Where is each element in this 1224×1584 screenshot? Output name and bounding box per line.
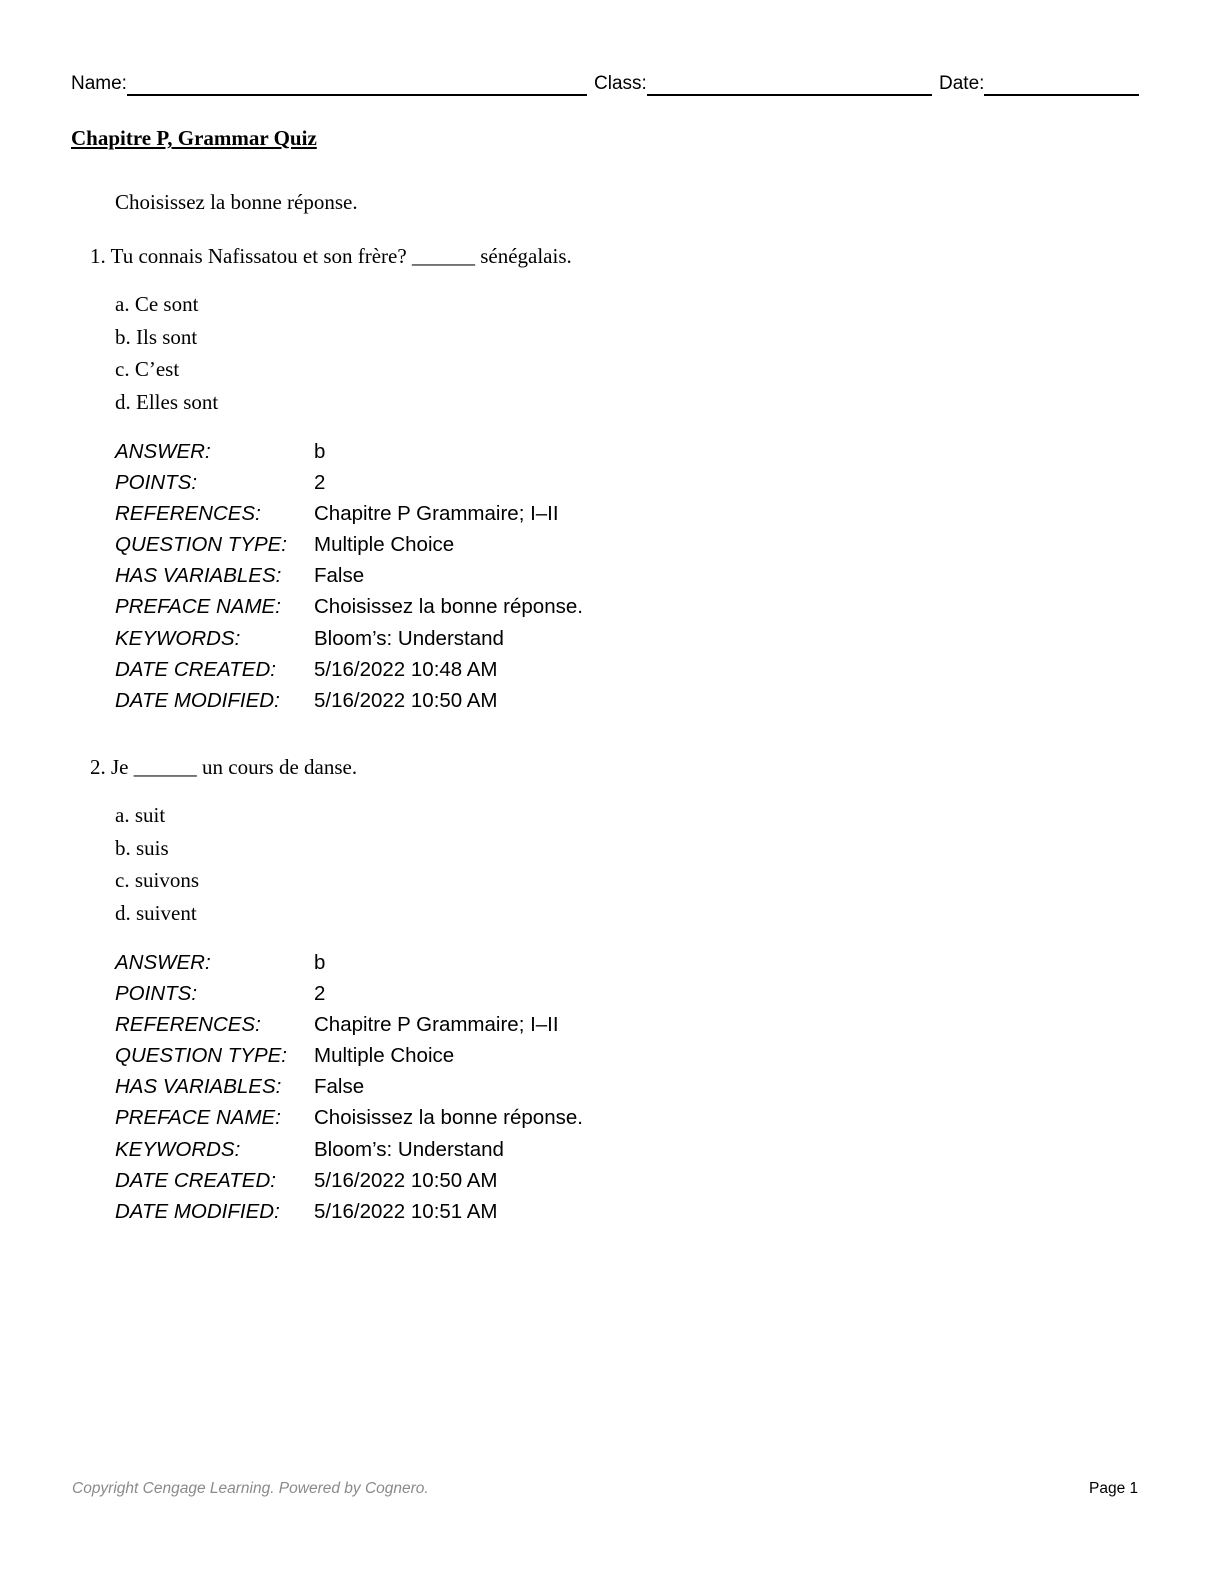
question-stem <box>90 755 357 780</box>
meta-date-modified <box>115 1196 583 1227</box>
meta-key: ANSWER: <box>115 440 211 463</box>
meta-has-variables <box>115 560 583 591</box>
meta-key: REFERENCES: <box>115 502 261 526</box>
date-blank[interactable] <box>984 72 1139 96</box>
meta-key: QUESTION TYPE: <box>115 533 287 557</box>
name-field <box>71 72 587 96</box>
choice-d[interactable]: d. suivent <box>115 901 197 926</box>
choice-c[interactable]: c. C’est <box>115 357 180 382</box>
meta-value: Choisissez la bonne réponse. <box>314 595 583 619</box>
meta-references <box>115 498 583 529</box>
date-field <box>939 72 1139 96</box>
preface-text: Choisissez la bonne réponse. <box>115 190 358 214</box>
question-stem <box>90 244 572 269</box>
meta-key: ANSWER: <box>115 951 211 974</box>
question-number: 2. <box>90 755 106 779</box>
meta-key: POINTS: <box>115 982 198 1006</box>
meta-question-type <box>115 529 583 560</box>
class-field <box>594 72 932 96</box>
meta-value: 5/16/2022 10:50 AM <box>314 688 498 712</box>
meta-date-created <box>115 1165 583 1196</box>
meta-keywords <box>115 1134 583 1165</box>
meta-keywords <box>115 623 583 654</box>
question-metadata <box>115 436 583 716</box>
meta-date-created <box>115 654 583 685</box>
meta-answer <box>115 436 583 467</box>
question-number: 1. <box>90 244 106 268</box>
meta-key: QUESTION TYPE: <box>115 1044 287 1068</box>
quiz-title: Chapitre P, Grammar Quiz <box>71 126 317 150</box>
question-text: Tu connais Nafissatou et son frère? ______ sénégalais. <box>110 244 572 268</box>
choice-a[interactable]: a. suit <box>115 803 166 827</box>
meta-key: HAS VARIABLES: <box>115 564 282 588</box>
question-text: Je ______ un cours de danse. <box>111 755 358 779</box>
meta-key: KEYWORDS: <box>115 626 241 650</box>
class-label: Class: <box>594 73 647 94</box>
choice-b[interactable]: b. suis <box>115 835 169 860</box>
meta-value: 2 <box>314 982 326 1006</box>
meta-value: Chapitre P Grammaire; I–II <box>314 1013 559 1037</box>
class-blank[interactable] <box>647 72 932 96</box>
meta-key: HAS VARIABLES: <box>115 1075 282 1099</box>
choice-a[interactable]: a. Ce sont <box>115 292 199 316</box>
meta-preface-name <box>115 591 583 622</box>
copyright-text: Copyright Cengage Learning. Powered by Cognero. <box>72 1480 429 1497</box>
page-number: Page 1 <box>1089 1480 1139 1497</box>
meta-value: b <box>314 951 326 974</box>
meta-key: DATE CREATED: <box>115 657 276 681</box>
choice-b[interactable]: b. Ils sont <box>115 324 198 349</box>
meta-value: Multiple Choice <box>314 1044 455 1068</box>
meta-key: DATE MODIFIED: <box>115 1199 280 1223</box>
meta-points <box>115 978 583 1009</box>
meta-value: 5/16/2022 10:50 AM <box>314 1168 498 1192</box>
question-metadata <box>115 947 583 1227</box>
meta-key: POINTS: <box>115 471 198 495</box>
choice-list <box>115 799 199 930</box>
meta-value: b <box>314 440 326 463</box>
meta-value: False <box>314 564 365 588</box>
meta-value: Chapitre P Grammaire; I–II <box>314 502 559 526</box>
meta-answer <box>115 947 583 978</box>
name-blank[interactable] <box>127 72 587 96</box>
meta-key: PREFACE NAME: <box>115 1106 281 1130</box>
meta-preface-name <box>115 1102 583 1133</box>
meta-references <box>115 1009 583 1040</box>
header <box>71 72 1141 98</box>
meta-value: Bloom’s: Understand <box>314 1137 504 1161</box>
date-label: Date: <box>939 73 985 94</box>
meta-points <box>115 467 583 498</box>
meta-key: PREFACE NAME: <box>115 595 281 619</box>
meta-value: False <box>314 1075 365 1099</box>
name-label: Name: <box>71 73 127 94</box>
meta-key: KEYWORDS: <box>115 1137 241 1161</box>
meta-value: 5/16/2022 10:51 AM <box>314 1199 498 1223</box>
choice-c[interactable]: c. suivons <box>115 868 199 893</box>
meta-value: 2 <box>314 471 326 495</box>
choice-d[interactable]: d. Elles sont <box>115 390 219 415</box>
meta-value: Multiple Choice <box>314 533 455 557</box>
meta-key: DATE MODIFIED: <box>115 688 280 712</box>
meta-key: DATE CREATED: <box>115 1168 276 1192</box>
meta-date-modified <box>115 685 583 716</box>
meta-value: Choisissez la bonne réponse. <box>314 1106 583 1130</box>
meta-value: 5/16/2022 10:48 AM <box>314 657 498 681</box>
meta-value: Bloom’s: Understand <box>314 626 504 650</box>
meta-question-type <box>115 1040 583 1071</box>
meta-has-variables <box>115 1071 583 1102</box>
meta-key: REFERENCES: <box>115 1013 261 1037</box>
choice-list <box>115 288 218 419</box>
